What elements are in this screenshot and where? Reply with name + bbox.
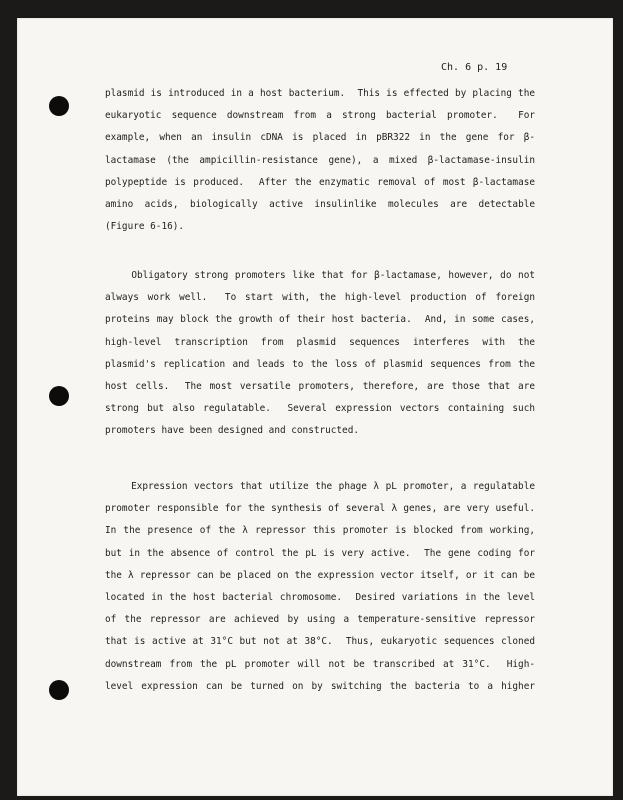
text-line: promoter responsible for the synthesis of several λ genes, are very useful. <box>105 503 535 515</box>
text-line: promoters have been designed and constructed. <box>105 425 359 437</box>
punch-hole-middle <box>49 386 69 406</box>
text-line: high-level transcription from plasmid sequences interferes with the <box>105 336 535 348</box>
text-line: amino acids, biologically active insulinlike molecules are detectable <box>105 199 535 210</box>
paper-page <box>17 18 613 796</box>
text-line: plasmid's replication and leads to the loss of plasmid sequences from the <box>105 358 535 370</box>
text-line: host cells. The most versatile promoters, therefore, are those that are <box>105 381 535 392</box>
punch-hole-bottom <box>49 680 69 700</box>
text-line: of the repressor are achieved by using a temperature-sensitive repressor <box>105 614 535 626</box>
text-line: (Figure 6-16). <box>105 221 185 233</box>
text-line: that is active at 31°C but not at 38°C. Thus, eukaryotic sequences cloned <box>105 636 535 648</box>
text-line: strong but also regulatable. Several expression vectors containing such <box>105 403 535 415</box>
text-line: proteins may block the growth of their host bacteria. And, in some cases, <box>105 314 535 326</box>
text-line: plasmid is introduced in a host bacterium. This is effected by placing the <box>105 88 535 99</box>
text-line: eukaryotic sequence downstream from a strong bacterial promoter. For <box>105 110 535 122</box>
text-line: Expression vectors that utilize the phage λ pL promoter, a regulatable <box>105 481 535 492</box>
text-line: located in the host bacterial chromosome. Desired variations in the level <box>105 592 535 603</box>
text-line: Obligatory strong promoters like that for β-lactamase, however, do not <box>105 270 535 281</box>
page-header: Ch. 6 p. 19 <box>441 62 508 73</box>
text-line: the λ repressor can be placed on the expression vector itself, or it can be <box>105 569 535 581</box>
text-line: lactamase (the ampicillin-resistance gene), a mixed β-lactamase-insulin <box>105 154 535 166</box>
punch-hole-top <box>49 96 69 116</box>
text-line: always work well. To start with, the high-level production of foreign <box>105 292 535 304</box>
text-line: but in the absence of control the pL is very active. The gene coding for <box>105 547 535 559</box>
text-line: polypeptide is produced. After the enzymatic removal of most β-lactamase <box>105 176 535 188</box>
text-line: downstream from the pL promoter will not be transcribed at 31°C. High- <box>105 658 535 670</box>
text-line: example, when an insulin cDNA is placed in pBR322 in the gene for β- <box>105 132 535 144</box>
text-line: level expression can be turned on by switching the bacteria to a higher <box>105 680 535 692</box>
text-line: In the presence of the λ repressor this promoter is blocked from working, <box>105 525 535 537</box>
